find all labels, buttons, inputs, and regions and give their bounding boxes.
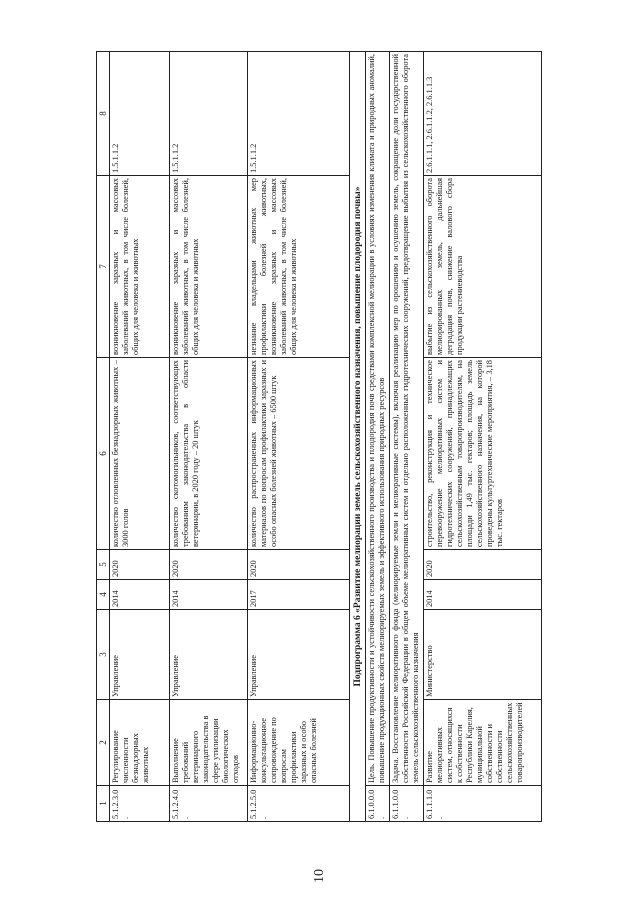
header-cell: 1 xyxy=(97,786,110,822)
row-indicator: 2.6.1.1.1, 2.6.1.1.2, 2.6.1.1.3 xyxy=(424,52,542,176)
row-result: количество отловленных безнадзорных животных – 3000 голов xyxy=(110,358,170,550)
row-end-year: 2020 xyxy=(424,550,542,580)
subprogram-title: Подпрограмма 6 «Развитие мелиорации земель сельскохозяйственного назначения, повышение плодородия почвы» xyxy=(350,52,366,822)
row-end-year: 2020 xyxy=(248,550,350,580)
table-row xyxy=(248,52,350,822)
row-end-year: 2020 xyxy=(170,550,248,580)
row-indicator: 1.5.1.1.2 xyxy=(170,52,248,176)
row-end-year: 2020 xyxy=(110,550,170,580)
goal-text: Цель. Повышение продуктивности и устойчивости сельскохозяйственного производства и плодородия почв средствами комплексной мелиорации в условиях изменения климата и природных аномалий, повышение продукционных свойств мелиорируемых земель и эффективного использования природных ресурсов xyxy=(366,52,390,786)
subprogram-row xyxy=(350,52,366,822)
goal-row xyxy=(366,52,390,822)
page-number: 10 xyxy=(312,869,327,883)
header-row xyxy=(97,52,110,822)
row-executor: Управление xyxy=(170,610,248,700)
task-code: 6.1.1.0.0. xyxy=(390,786,424,822)
row-effect: выбытие из сельскохозяйственного оборота мелиорированных земель, дальнейшая деградация почв, снижение валового сбора продукции растениеводства xyxy=(424,176,542,358)
row-code: 5.1.2.4.0. xyxy=(170,786,248,822)
table-row xyxy=(424,52,542,822)
row-result: количество распространенных информационных материалов по вопросам профилактики заразных и особо опасных болезней животных – 6500 штук xyxy=(248,358,350,550)
table-row xyxy=(170,52,248,822)
row-result: строительство, реконструкция и техническое перевооружение мелиоративных систем и гидротехнических сооружений, принадлежащих сельскохозяйственным товаропроизводителям, на площади 1,49 тыс. гектаров; площадь земель сельскохозяйственного назначения, на которой проведены культуртехнические мероприятия, – 3,18 тыс. гектаров xyxy=(424,358,542,550)
row-executor: Министерство xyxy=(424,610,542,700)
header-cell: 3 xyxy=(97,610,110,700)
row-start-year: 2017 xyxy=(248,580,350,610)
header-cell: 5 xyxy=(97,550,110,580)
row-name: Выполнение требований ветеринарного законодательства в сфере утилизации биологических отходов xyxy=(170,700,248,786)
row-start-year: 2014 xyxy=(110,580,170,610)
row-name: Развитие мелиоративных систем, относящихся к собственности Республики Карелия, муниципальной собственности и собственности сельскохозяйственных товаропроизводителей xyxy=(424,700,542,786)
row-start-year: 2014 xyxy=(170,580,248,610)
goal-code: 6.1.0.0.0. xyxy=(366,786,390,822)
header-cell: 6 xyxy=(97,358,110,550)
row-name: Регулирование численности безнадзорных животных xyxy=(110,700,170,786)
rotated-table-wrapper xyxy=(96,52,640,822)
row-effect: возникновение заразных и массовых заболеваний животных, в том числе болезней, общих для человека и животных xyxy=(170,176,248,358)
row-effect: незнание владельцами животных мер профилактики болезней животных, возникновение заразных и массовых заболеваний животных, в том числе болезней, общих для человека и животных xyxy=(248,176,350,358)
row-indicator: 1.5.1.1.2 xyxy=(248,52,350,176)
header-cell: 2 xyxy=(97,700,110,786)
row-effect: возникновение заразных и массовых заболеваний животных, в том числе болезней, общих для человека и животных xyxy=(110,176,170,358)
row-start-year: 2014 xyxy=(424,580,542,610)
task-text: Задача. Восстановление мелиоративного фонда (мелиорируемые земли и мелиоративные системы), включая реализацию мер по орошению и осушению земель, сокращение доли государственной собственности Российской Федерации в общем объеме мелиоративных систем и отдельно расположенных гидротехнических сооружений, предотвращение выбытия из сельскохозяйственного оборота земель сельскохозяйственного назначения xyxy=(390,52,424,786)
header-cell: 8 xyxy=(97,52,110,176)
row-executor: Управление xyxy=(110,610,170,700)
program-table xyxy=(96,51,542,822)
table-row xyxy=(110,52,170,822)
row-name: Информационно-консультационное сопровождение по вопросам профилактики заразных и особо опасных болезней xyxy=(248,700,350,786)
row-result: количество скотомогильников, соответствующих требованиям законодательства в области ветеринарии, в 2020 году – 20 штук xyxy=(170,358,248,550)
row-code: 6.1.1.1.0. xyxy=(424,786,542,822)
row-executor: Управление xyxy=(248,610,350,700)
task-row xyxy=(390,52,424,822)
row-indicator: 1.5.1.1.2 xyxy=(110,52,170,176)
header-cell: 7 xyxy=(97,176,110,358)
row-code: 5.1.2.5.0. xyxy=(248,786,350,822)
row-code: 5.1.2.3.0. xyxy=(110,786,170,822)
header-cell: 4 xyxy=(97,580,110,610)
